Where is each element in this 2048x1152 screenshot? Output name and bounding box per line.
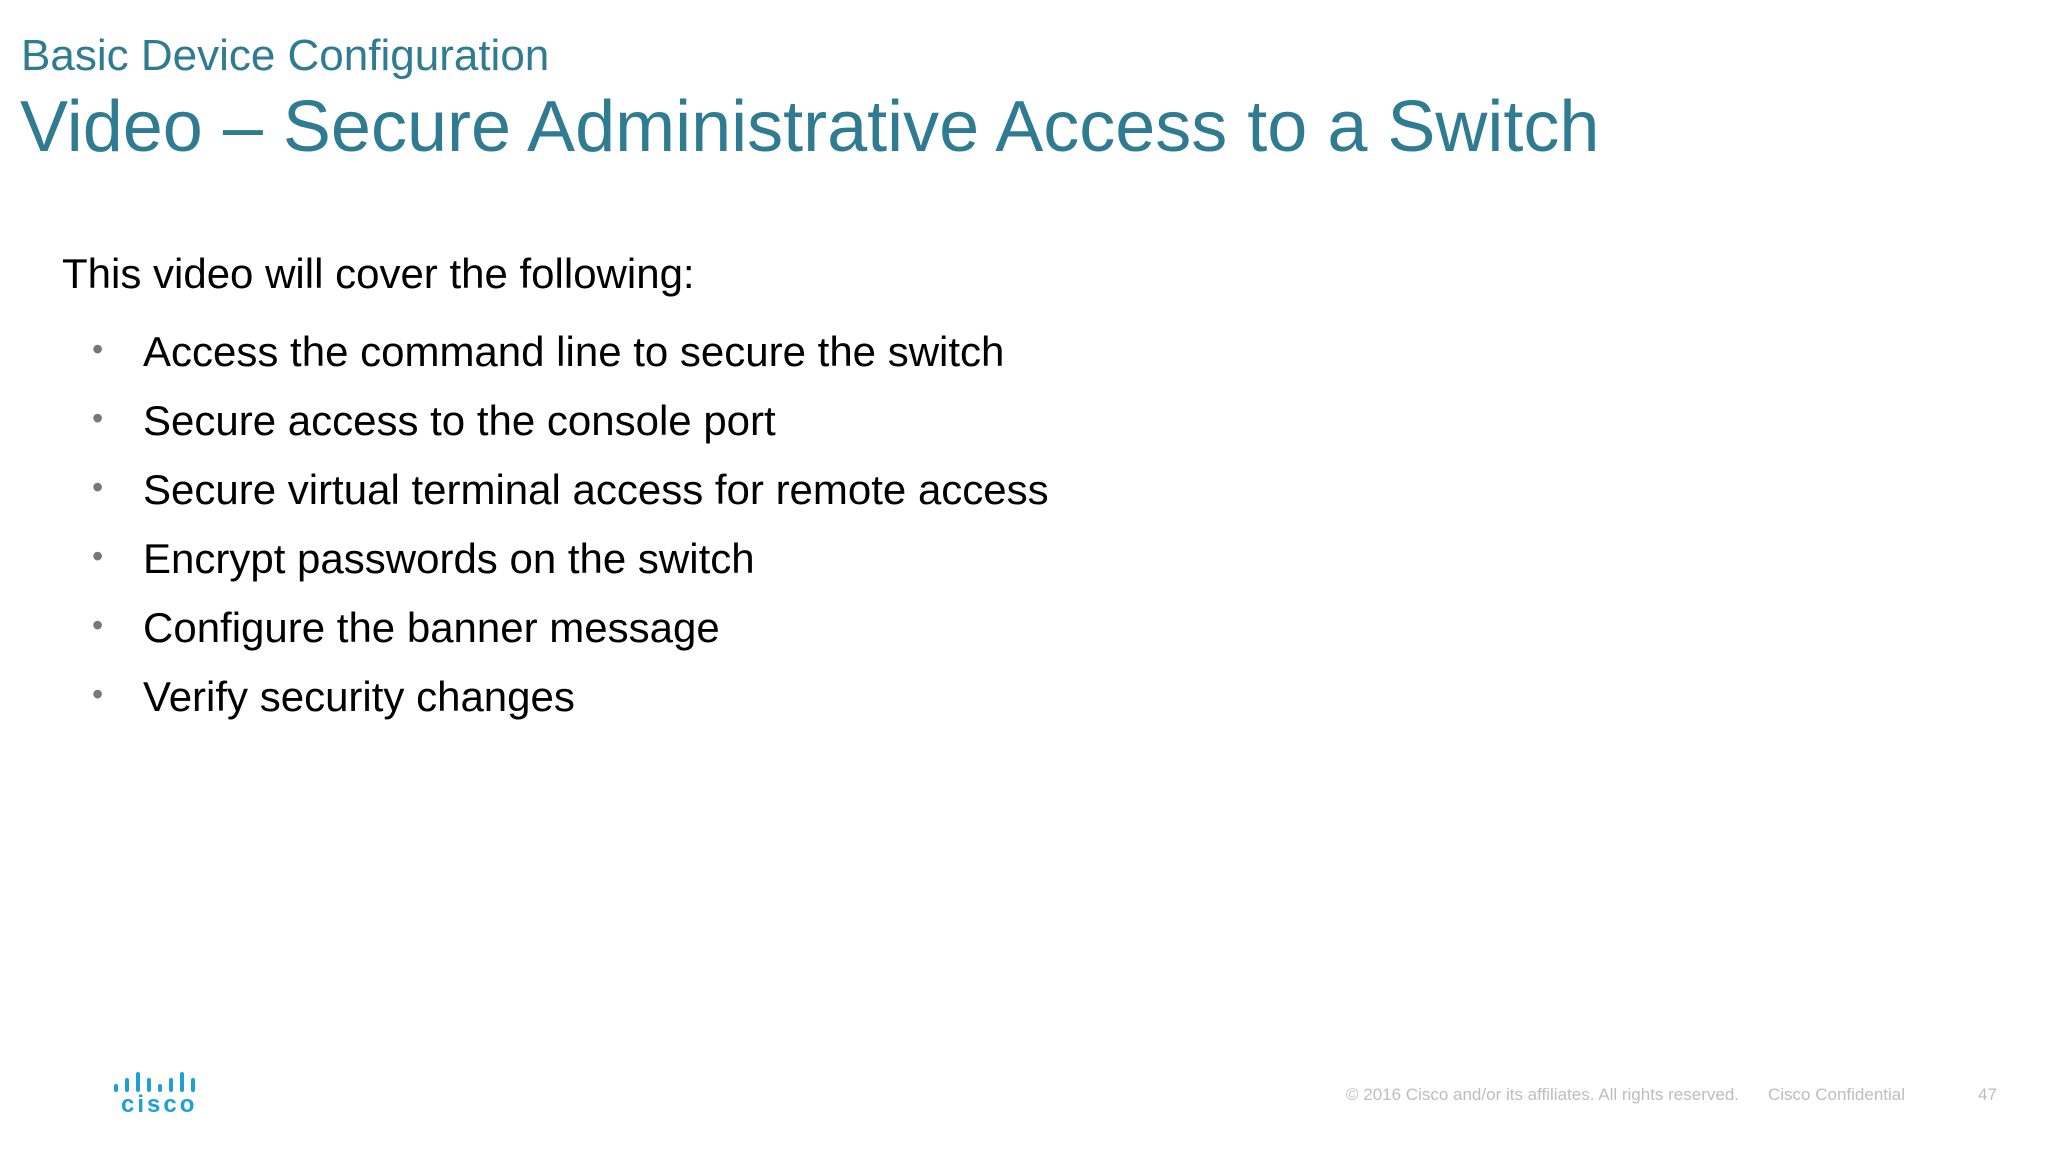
bullet-text: Secure access to the console port	[143, 397, 776, 444]
bullet-item	[92, 464, 1049, 533]
bullet-icon: •	[92, 538, 104, 574]
slide-title: Video – Secure Administrative Access to a Switch	[20, 87, 1600, 167]
intro-text: This video will cover the following:	[62, 250, 695, 297]
bullet-item	[92, 602, 1049, 671]
bullet-icon: •	[92, 331, 104, 367]
bullet-icon: •	[92, 400, 104, 436]
cisco-logo-text: cisco	[121, 1091, 198, 1118]
cisco-logo	[110, 1070, 196, 1116]
bullet-list	[92, 326, 1049, 740]
bullet-text: Access the command line to secure the switch	[143, 328, 1005, 375]
bullet-item	[92, 395, 1049, 464]
bullet-icon: •	[92, 607, 104, 643]
bullet-item	[92, 326, 1049, 395]
bullet-text: Encrypt passwords on the switch	[143, 535, 755, 582]
bullet-item	[92, 533, 1049, 602]
bullet-icon: •	[92, 469, 104, 505]
section-title: Basic Device Configuration	[21, 31, 550, 80]
page-number: 47	[1978, 1085, 1997, 1104]
bullet-item	[92, 671, 1049, 740]
bullet-icon: •	[92, 676, 104, 712]
bullet-text: Secure virtual terminal access for remote access	[143, 466, 1049, 513]
cisco-bars-icon	[114, 1070, 196, 1092]
copyright-text: © 2016 Cisco and/or its affiliates. All rights reserved.	[1346, 1085, 1740, 1104]
bullet-text: Verify security changes	[143, 673, 575, 720]
confidential-label: Cisco Confidential	[1768, 1085, 1906, 1104]
bullet-text: Configure the banner message	[143, 604, 720, 651]
